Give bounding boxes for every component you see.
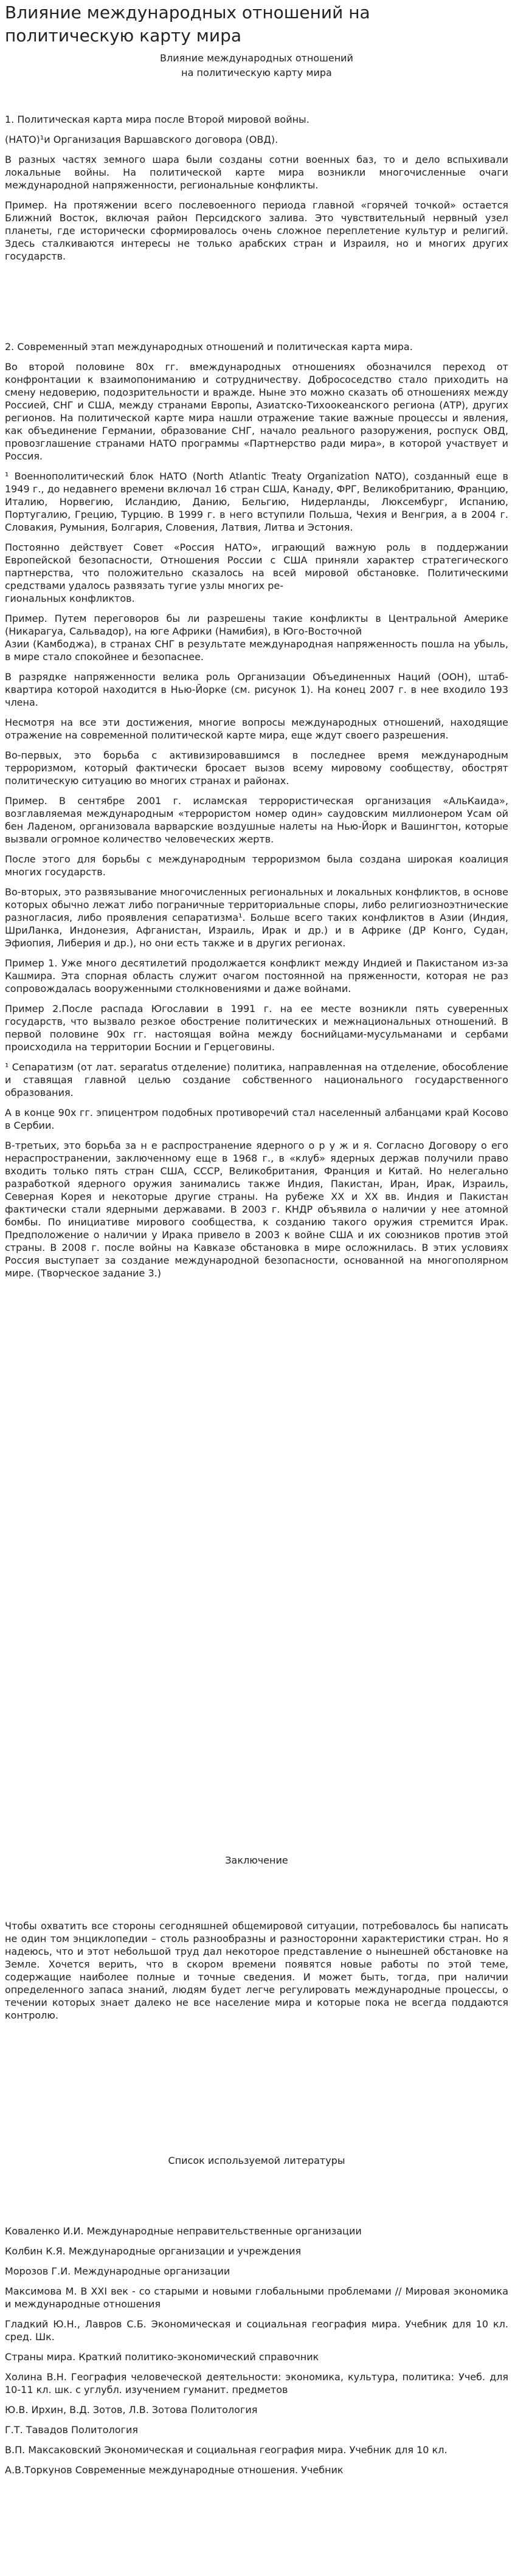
section-1-heading: 1. Политическая карта мира после Второй мировой войны. (5, 114, 309, 125)
footnote-separatism: ¹ Сепаратизм (от лат. separatus отделение) политика, направленная на отделение, обособление и ставящая главной целью создание собственного национального государственного образования. (5, 1061, 508, 1098)
literature-list (5, 2225, 508, 2484)
section-2-heading: 2. Современный этап международных отношений и политическая карта мира. (5, 341, 413, 353)
section-2-paragraph-8: После этого для борьбы с международным терроризмом была создана широкая коалиция многих государств. (5, 853, 508, 878)
literature-item: Морозов Г.И. Международные организации (5, 2265, 230, 2277)
section-2-paragraph-12: А в конце 90х гг. эпицентром подобных противоречий стал населенный албанцами край Косово в Сербии. (5, 1107, 508, 1131)
literature-item: Колбин К.Я. Международные организации и учреждения (5, 2245, 302, 2257)
section-2-paragraph-3-end: Азии (Камбоджа), в странах СНГ в результате международная напряженность пошла на убыль, в мире стало спокойнее и безопаснее. (5, 638, 508, 663)
section-2 (5, 340, 508, 1279)
literature-item: А.В.Торкунов Современные международные отношения. Учебник (5, 2464, 344, 2476)
subtitle-line-1: Влияние международных отношений (160, 52, 353, 64)
literature-item: Страны мира. Краткий политико-экономический справочник (5, 2351, 319, 2363)
literature-heading: Список используемой литературы (168, 2155, 345, 2166)
section-2-paragraph-3: Пример. Путем переговоров бы ли разрешены такие конфликты в Центральной Америке (Никарагуа, Сальвадор), на юге Африки (Намибия), в Юго-Восточной (5, 613, 508, 637)
section-1-paragraph-2: Пример. На протяжении всего послевоенного периода главной «горячей точкой» остается Ближний Восток, включая район Персидского залива. Это чувствительный нервный узел планеты, где исторически сформировалось очень сложное переплетение культур и религий. Здесь сталкиваются интересы не только арабских стран и Израиля, но и многих других государств. (5, 199, 508, 262)
section-2-paragraph-2-end: гиональных конфликтов. (5, 593, 135, 604)
section-2-paragraph-9: Во-вторых, это развязывание многочисленных региональных и локальных конфликтов, в основе которых обычно лежат либо пограничные территориальные споры, либо религиозноэтнические разногласия, либо проявления сепаратизма¹. Больше всего таких конфликтов в Азии (Индия, ШриЛанка, Индонезия, Афганистан, Израиль, Ирак и др.) и в Африке (ДР Конго, Судан, Эфиопия, Либерия и др.), но они есть также и в других регионах. (5, 886, 508, 949)
footnote-nato: ¹ Военнополитический блок НАТО (North Atlantic Treaty Organization NATO), созданный еще в 1949 г., до недавнего времени включал 16 стран США, Канаду, ФРГ, Великобританию, Францию, Италию, Норвегию, Исландию, Данию, Бельгию, Нидерланды, Люксембург, Испанию, Португалию, Грецию, Турцию. В 1999 г. в него вступили Польша, Чехия и Венгрия, а в 2004 г. Словакия, Румыния, Болгария, Словения, Латвия, Литва и Эстония. (5, 470, 508, 533)
section-1-abbr-line: (НАТО)¹и Организация Варшавского договора (ОВД). (5, 134, 278, 145)
literature-item: В.П. Максаковский Экономическая и социальная география мира. Учебник для 10 кл. (5, 2444, 448, 2456)
literature-item: Холина В.Н. География человеческой деятельности: экономика, культура, политика: Учеб. для 10-11 кл. шк. с углубл. изучением гуманит. предметов (5, 2371, 508, 2395)
section-1-paragraph-1: В разных частях земного шара были созданы сотни военных баз, то и дело вспыхивали локальные войны. На политической карте мира возникли многочисленные очаги международной напряженности, региональные конфликты. (5, 154, 508, 191)
section-2-paragraph-1: Во второй половине 80х гг. вмеждународных отношениях обозначился переход от конфронтации к взаимопониманию и сотрудничеству. Добрососедство стало приходить на смену недоверию, подозрительности и вражде. Ныне это можно сказать об отношениях между Россией, СНГ и США, между странами Европы, Азиатско-Тихоокеанского региона (АТР), других регионов. На политической карте мира нашли отражение такие важные процессы и явления, как объединение Германии, образование СНГ, начало реального разоружения, роспуск ОВД, провозглашение странами НАТО программы «Партнерство ради мира», в которой участвует и Россия. (5, 361, 508, 462)
literature-item: Ю.В. Ирхин, В.Д. Зотов, Л.В. Зотова Политология (5, 2404, 258, 2416)
literature-item: Максимова М. В XXI век - со старыми и новыми глобальными проблемами // Мировая экономика и международные отношения (5, 2285, 508, 2310)
section-1 (5, 113, 508, 263)
section-2-paragraph-4: В разрядке напряженности велика роль Организации Объединенных Наций (ООН), штаб- квартира которой находится в Нью-Йорке (см. рисунок 1). На конец 2007 г. в нее входило 193 члена. (5, 671, 508, 708)
section-2-paragraph-7: Пример. В сентябре 2001 г. исламская террористическая организация «АльКаида», возглавляемая международным «террористом номер один» саудовским миллионером Усам ой бен Ладеном, организовала варварские воздушные налеты на Нью-Йорк и Вашингтон, которые вызвали огромное количество человеческих жертв. (5, 795, 508, 845)
conclusion-paragraph: Чтобы охватить все стороны сегодняшней общемировой ситуации, потребовалось бы написать не один том энциклопедии – столь разнообразны и разносторонни характеристики стран. Но я надеюсь, что и этот небольшой труд дал некоторое представление о нынешней обстановке на Земле. Хочется верить, что в скором времени появятся новые работы по этой теме, содержащие наиболее полные и точные сведения. И может быть, тогда, при наличии определенного запаса знаний, людям будет легче регулировать международные процессы, о течении которых знает далеко не все население мира и которые пока не всегда поддаются контролю. (5, 1920, 508, 2021)
conclusion-body (5, 1920, 508, 2022)
section-2-paragraph-10: Пример 1. Уже много десятилетий продолжается конфликт между Индией и Пакистаном из-за Кашмира. Эта спорная область служит очагом постоянной на пряженности, которая не раз сопровождалась вооруженными столкновениями и даже войнами. (5, 957, 508, 994)
page-title: Влияние международных отношений на политическую карту мира (5, 2, 370, 46)
section-2-paragraph-13: В-третьих, это борьба за н е распространение ядерного о р у ж и я. Согласно Договору о его нераспространении, заключенному еще в 1968 г., в «клуб» ядерных держав получили право входить только пять стран США, СССР, Великобритания, Франция и Китай. Но нелегально разработкой ядерного оружия занимались также Индия, Пакистан, Иран, Ирак, Израиль, Северная Корея и некоторые другие страны. На рубеже XX и XX вв. Индия и Пакистан фактически стали ядерными державами. В 2003 г. КНДР объявила о наличии у нее атомной бомбы. По инициативе мирового сообщества, к созданию такого оружия стремится Ирак. Предположение о наличии у Ирака привело в 2003 к войне США и их союзников против этой страны. В 2008 г. после войны на Кавказе обстановка в мире осложнилась. В этих условиях Россия выступает за создание международной безопасности, основанной на многополярном мире. (Творческое задание 3.) (5, 1140, 508, 1279)
subtitle-line-2: на политическую карту мира (181, 67, 332, 78)
section-2-paragraph-11: Пример 2.После распада Югославии в 1991 г. на ее месте возникли пять суверенных государств, что вызвало резкое обострение политических и межнациональных отношений. В первой половине 90х гг. настоящая война между боснийцами-мусульманами и сербами происходила на территории Боснии и Герцеговины. (5, 1003, 508, 1053)
literature-item: Гладкий Ю.Н., Лавров С.Б. Экономическая и социальная география мира. Учебник для 10 кл. сред. Шк. (5, 2318, 508, 2343)
subtitle (5, 51, 508, 80)
section-2-paragraph-2: Постоянно действует Совет «Россия НАТО», играющий важную роль в поддержании Европейской безопасности, Отношения России с США приняли характер стратегического партнерства, что положительно сказалось на всей мировой обстановке. Политическими средствами удалось развязать тугие узлы многих ре- (5, 542, 508, 591)
literature-section (5, 2154, 508, 2167)
literature-item: Коваленко И.И. Международные неправительственные организации (5, 2225, 362, 2237)
literature-item: Г.Т. Тавадов Политология (5, 2424, 138, 2436)
conclusion-section (5, 1854, 508, 1867)
conclusion-heading: Заключение (225, 1855, 288, 1866)
section-2-paragraph-5: Несмотря на все эти достижения, многие вопросы международных отношений, находящие отражение на современной политической карте мира, еще ждут своего разрешения. (5, 717, 508, 741)
section-2-paragraph-6: Во-первых, это борьба с активизировавшимся в последнее время международным терроризмом, который фактически бросает вызов всему мировому сообществу, обострят политическую ситуацию во многих странах и районах. (5, 749, 508, 787)
